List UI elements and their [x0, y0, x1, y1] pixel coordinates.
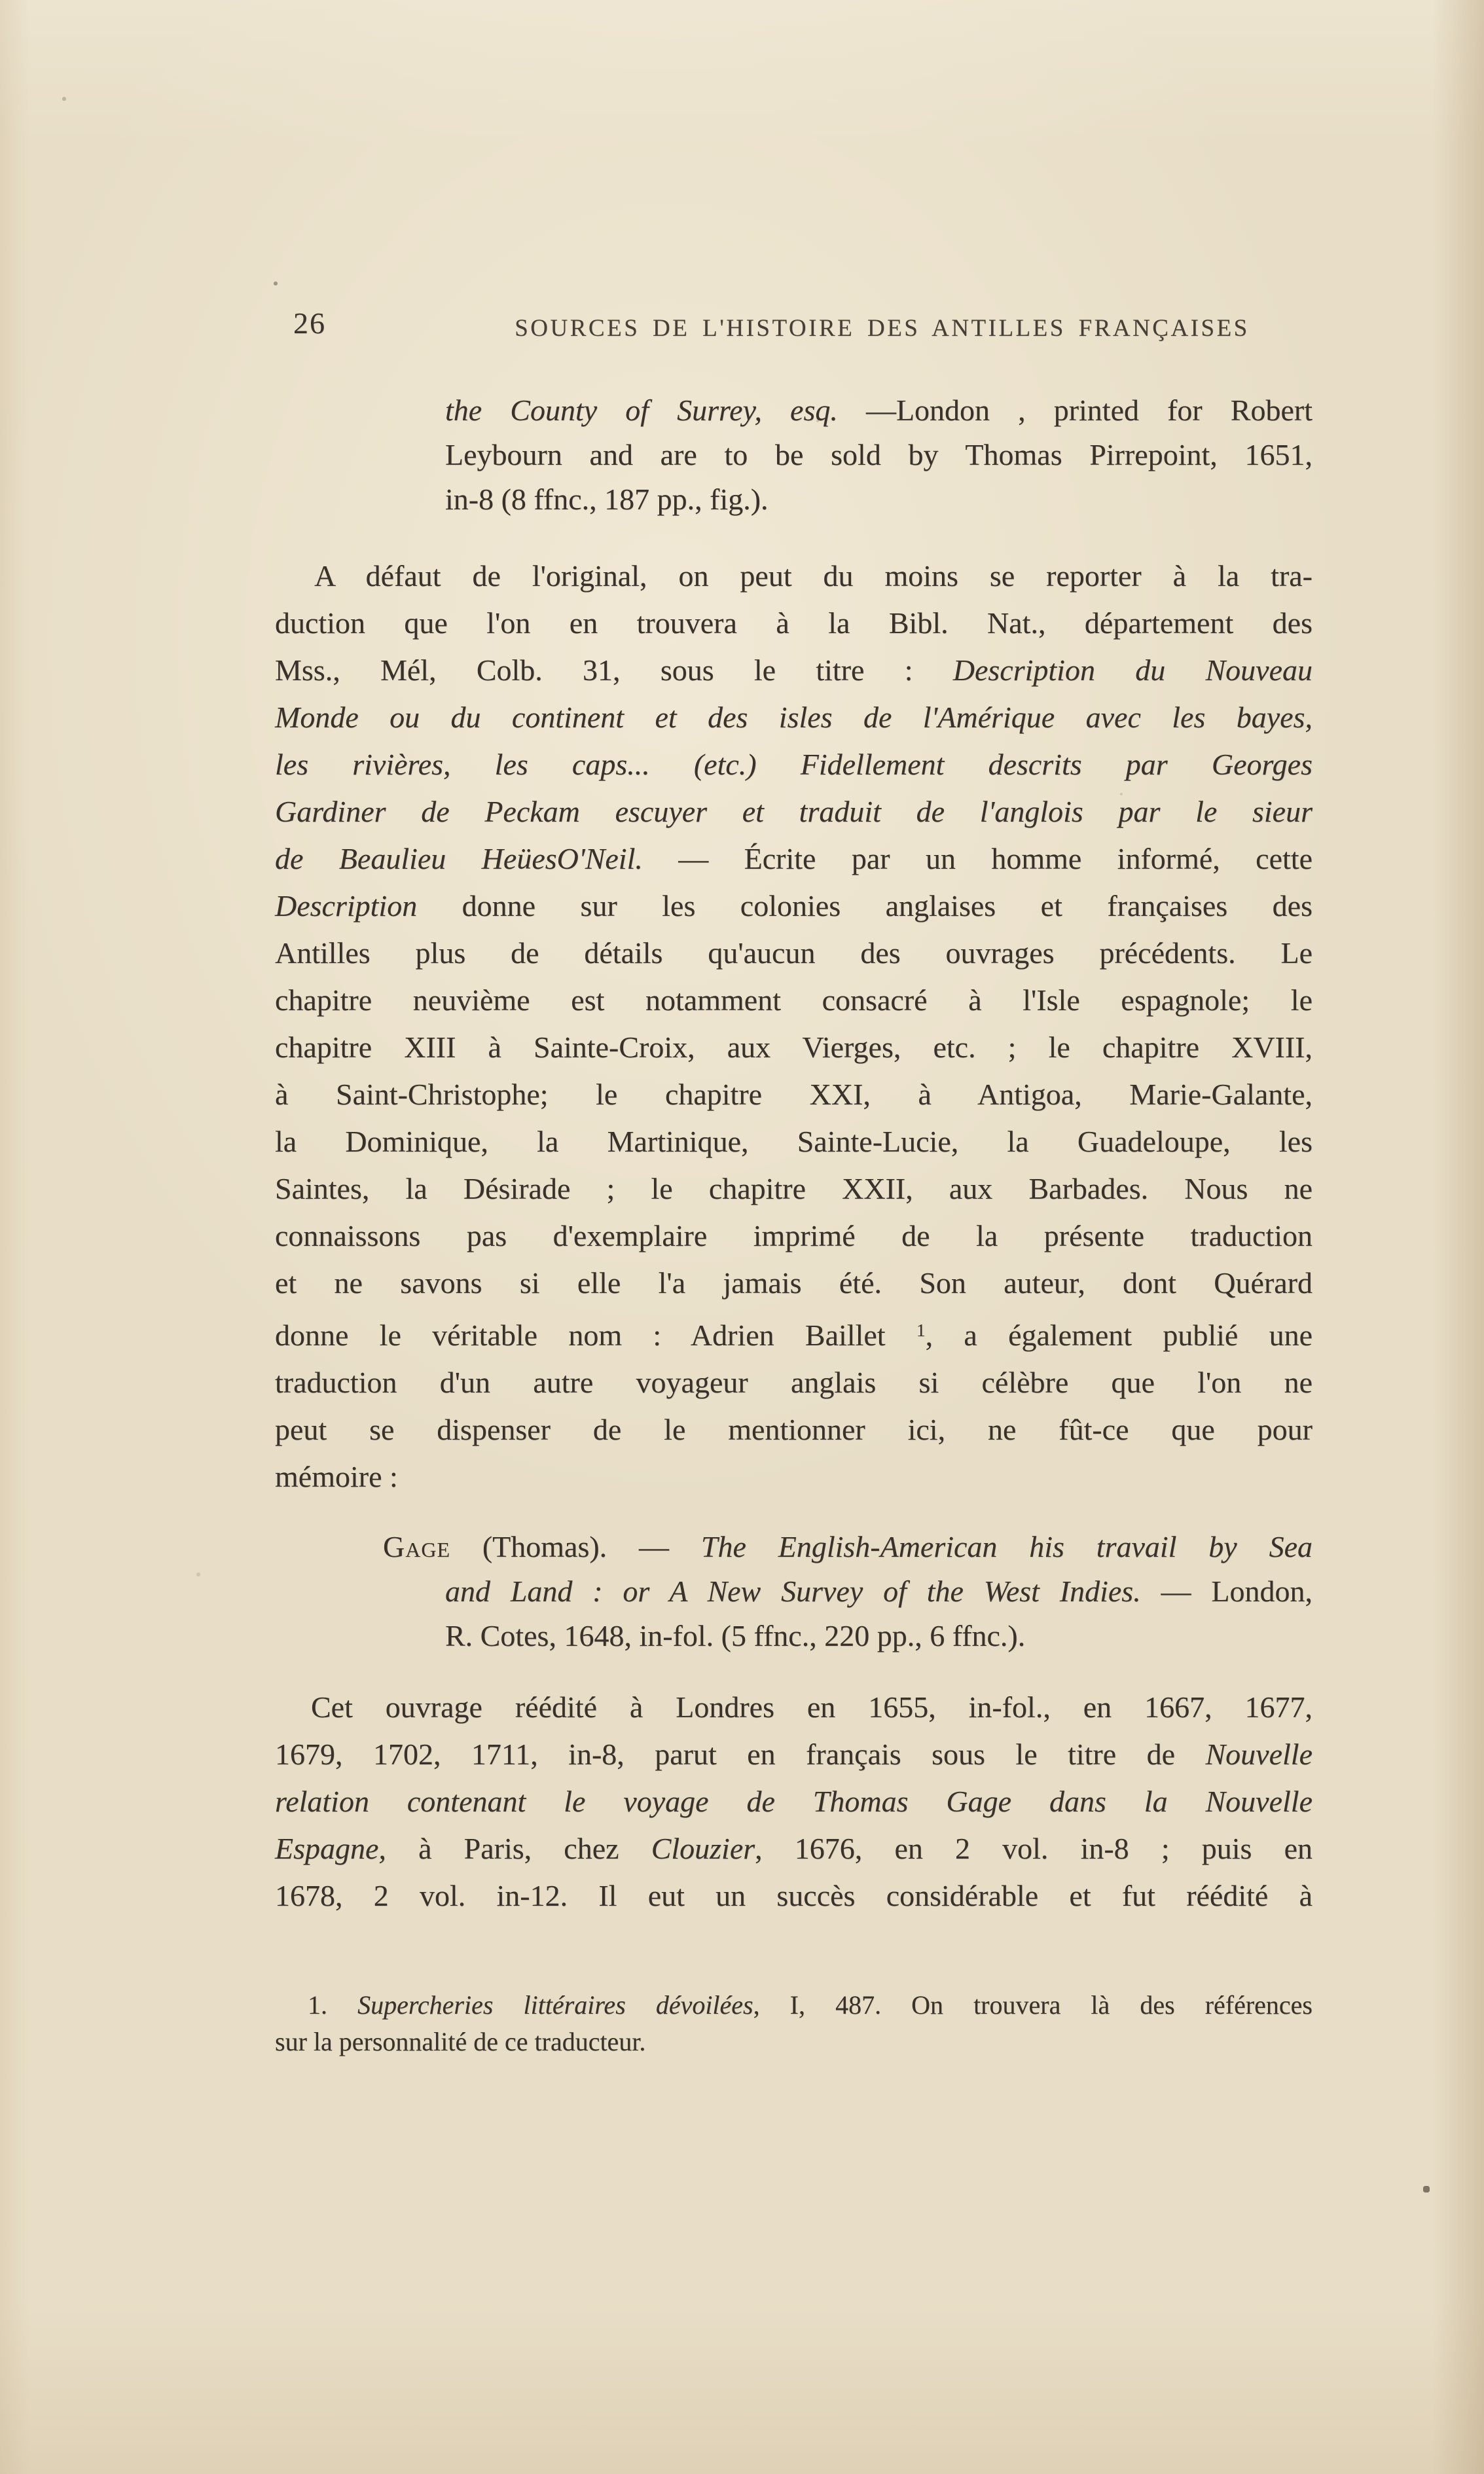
text-segment: relation contenant le voyage de Thomas Gage dans la Nouvelle	[275, 1785, 1312, 1818]
text-line	[275, 553, 1312, 600]
text-segment: Monde ou du continent et des isles de l'Amérique avec les bayes,	[275, 700, 1312, 734]
text-segment: The English-American his travail by Sea	[700, 1530, 1312, 1563]
text-segment: les rivières, les caps... (etc.) Fidellement descrits par Georges	[275, 748, 1312, 781]
text-line	[275, 788, 1312, 835]
text-segment: 1678, 2 vol. in-12. Il eut un succès considérable et fut réédité à	[275, 1879, 1312, 1912]
text-segment: the County of Surrey, esq.	[445, 393, 838, 427]
text-line	[275, 2024, 1312, 2060]
text-segment: Supercheries littéraires dévoilées	[357, 1990, 753, 2020]
text-line	[275, 882, 1312, 930]
text-line	[445, 388, 1312, 433]
text-segment: Description du Nouveau	[952, 653, 1312, 687]
text-segment: A défaut de l'original, on peut du moins se reporter à la tra-	[314, 559, 1312, 592]
text-line	[275, 1778, 1312, 1825]
text-line	[275, 600, 1312, 647]
text-segment: (Thomas). —	[450, 1530, 701, 1563]
text-line	[445, 477, 1312, 522]
text-segment: Gardiner de Peckam escuyer et traduit de l'anglois par le sieur	[275, 795, 1312, 828]
text-line	[275, 1684, 1312, 1731]
text-line	[275, 1731, 1312, 1778]
text-line	[275, 1987, 1312, 2024]
text-line	[445, 1569, 1312, 1614]
text-segment: la Dominique, la Martinique, Sainte-Lucie, la Guadeloupe, les	[275, 1125, 1312, 1158]
text-segment: 1.	[308, 1990, 358, 2020]
text-segment: mémoire :	[275, 1459, 398, 1493]
text-segment: à Paris, chez	[386, 1832, 651, 1865]
text-line	[275, 1825, 1312, 1872]
text-line	[275, 1406, 1312, 1453]
text-line	[275, 741, 1312, 788]
text-line	[275, 1872, 1312, 1919]
text-line	[275, 835, 1312, 882]
body-reissue	[275, 1684, 1312, 1919]
entry-continuation	[445, 388, 1312, 522]
text-segment: Description	[275, 889, 418, 922]
text-segment: and Land : or A New Survey of the West Indies.	[445, 1574, 1141, 1608]
running-header: SOURCES DE L'HISTOIRE DES ANTILLES FRANÇAISES	[515, 315, 1250, 342]
footnote	[275, 1987, 1312, 2060]
text-segment: Leybourn and are to be sold by Thomas Pirrepoint, 1651,	[445, 438, 1312, 471]
text-segment: , 1676, en 2 vol. in-8 ; puis en	[755, 1832, 1312, 1865]
text-line	[275, 647, 1312, 694]
text-segment: Antilles plus de détails qu'aucun des ouvrages précédents. Le	[275, 936, 1312, 970]
text-line	[275, 694, 1312, 741]
text-line	[275, 1118, 1312, 1165]
text-segment: Gage	[383, 1530, 450, 1563]
text-line	[445, 433, 1312, 477]
text-segment: chapitre neuvième est notamment consacré à l'Isle espagnole; le	[275, 983, 1312, 1017]
text-segment: Nouvelle	[1205, 1737, 1312, 1771]
text-segment: donne sur les colonies anglaises et françaises des	[417, 889, 1312, 922]
text-segment: traduction d'un autre voyageur anglais si célèbre que l'on ne	[275, 1365, 1312, 1399]
text-segment: R. Cotes, 1648, in-fol. (5 ffnc., 220 pp., 6 ffnc.).	[445, 1619, 1026, 1652]
text-line	[275, 1359, 1312, 1406]
text-segment: 1	[916, 1320, 926, 1340]
text-segment: connaissons pas d'exemplaire imprimé de la présente traduction	[275, 1219, 1312, 1252]
text-segment: et ne savons si elle l'a jamais été. Son auteur, dont Quérard	[275, 1266, 1312, 1300]
text-line	[275, 1071, 1312, 1118]
text-line	[275, 1024, 1312, 1071]
text-segment: Mss., Mél, Colb. 31, sous le titre :	[275, 653, 953, 687]
text-segment: Saintes, la Désirade ; le chapitre XXII, aux Barbades. Nous ne	[275, 1172, 1312, 1205]
text-segment: , a également publié une	[925, 1318, 1313, 1352]
text-segment: chapitre XIII à Sainte-Croix, aux Vierges, etc. ; le chapitre XVIII,	[275, 1030, 1312, 1064]
text-line	[275, 930, 1312, 977]
text-line	[445, 1614, 1312, 1658]
text-segment: Cet ouvrage réédité à Londres en 1655, in-fol., en 1667, 1677,	[311, 1690, 1312, 1724]
text-segment: Espagne,	[275, 1832, 386, 1865]
text-segment: — London,	[1140, 1574, 1312, 1608]
text-segment: 1679, 1702, 1711, in-8, parut en français sous le titre de	[275, 1737, 1206, 1771]
text-segment: duction que l'on en trouvera à la Bibl. Nat., département des	[275, 606, 1312, 640]
text-segment: peut se dispenser de le mentionner ici, ne fût-ce que pour	[275, 1412, 1312, 1446]
text-segment: à Saint-Christophe; le chapitre XXI, à Antigoa, Marie-Galante,	[275, 1078, 1312, 1111]
text-segment: de Beaulieu HeüesO'Neil.	[275, 842, 643, 875]
text-line	[383, 1525, 1312, 1569]
body-main	[275, 553, 1312, 1501]
text-segment: in-8 (8 ffnc., 187 pp., fig.).	[445, 482, 769, 516]
text-line	[275, 1212, 1312, 1260]
paper-specks	[0, 0, 1, 1]
text-segment: donne le véritable nom : Adrien Baillet	[275, 1318, 916, 1352]
page-number: 26	[293, 306, 326, 340]
text-segment: sur la personnalité de ce traducteur.	[275, 2027, 646, 2056]
text-segment: , I, 487. On trouvera là des références	[753, 1990, 1312, 2020]
text-line	[275, 1307, 1312, 1359]
text-segment: —London , printed for Robert	[837, 393, 1312, 427]
gage-entry	[383, 1525, 1312, 1658]
text-line	[275, 1165, 1312, 1212]
text-line	[275, 977, 1312, 1024]
text-segment: Clouzier	[651, 1832, 755, 1865]
text-line	[275, 1260, 1312, 1307]
text-line	[275, 1453, 1312, 1501]
text-segment: — Écrite par un homme informé, cette	[642, 842, 1312, 875]
